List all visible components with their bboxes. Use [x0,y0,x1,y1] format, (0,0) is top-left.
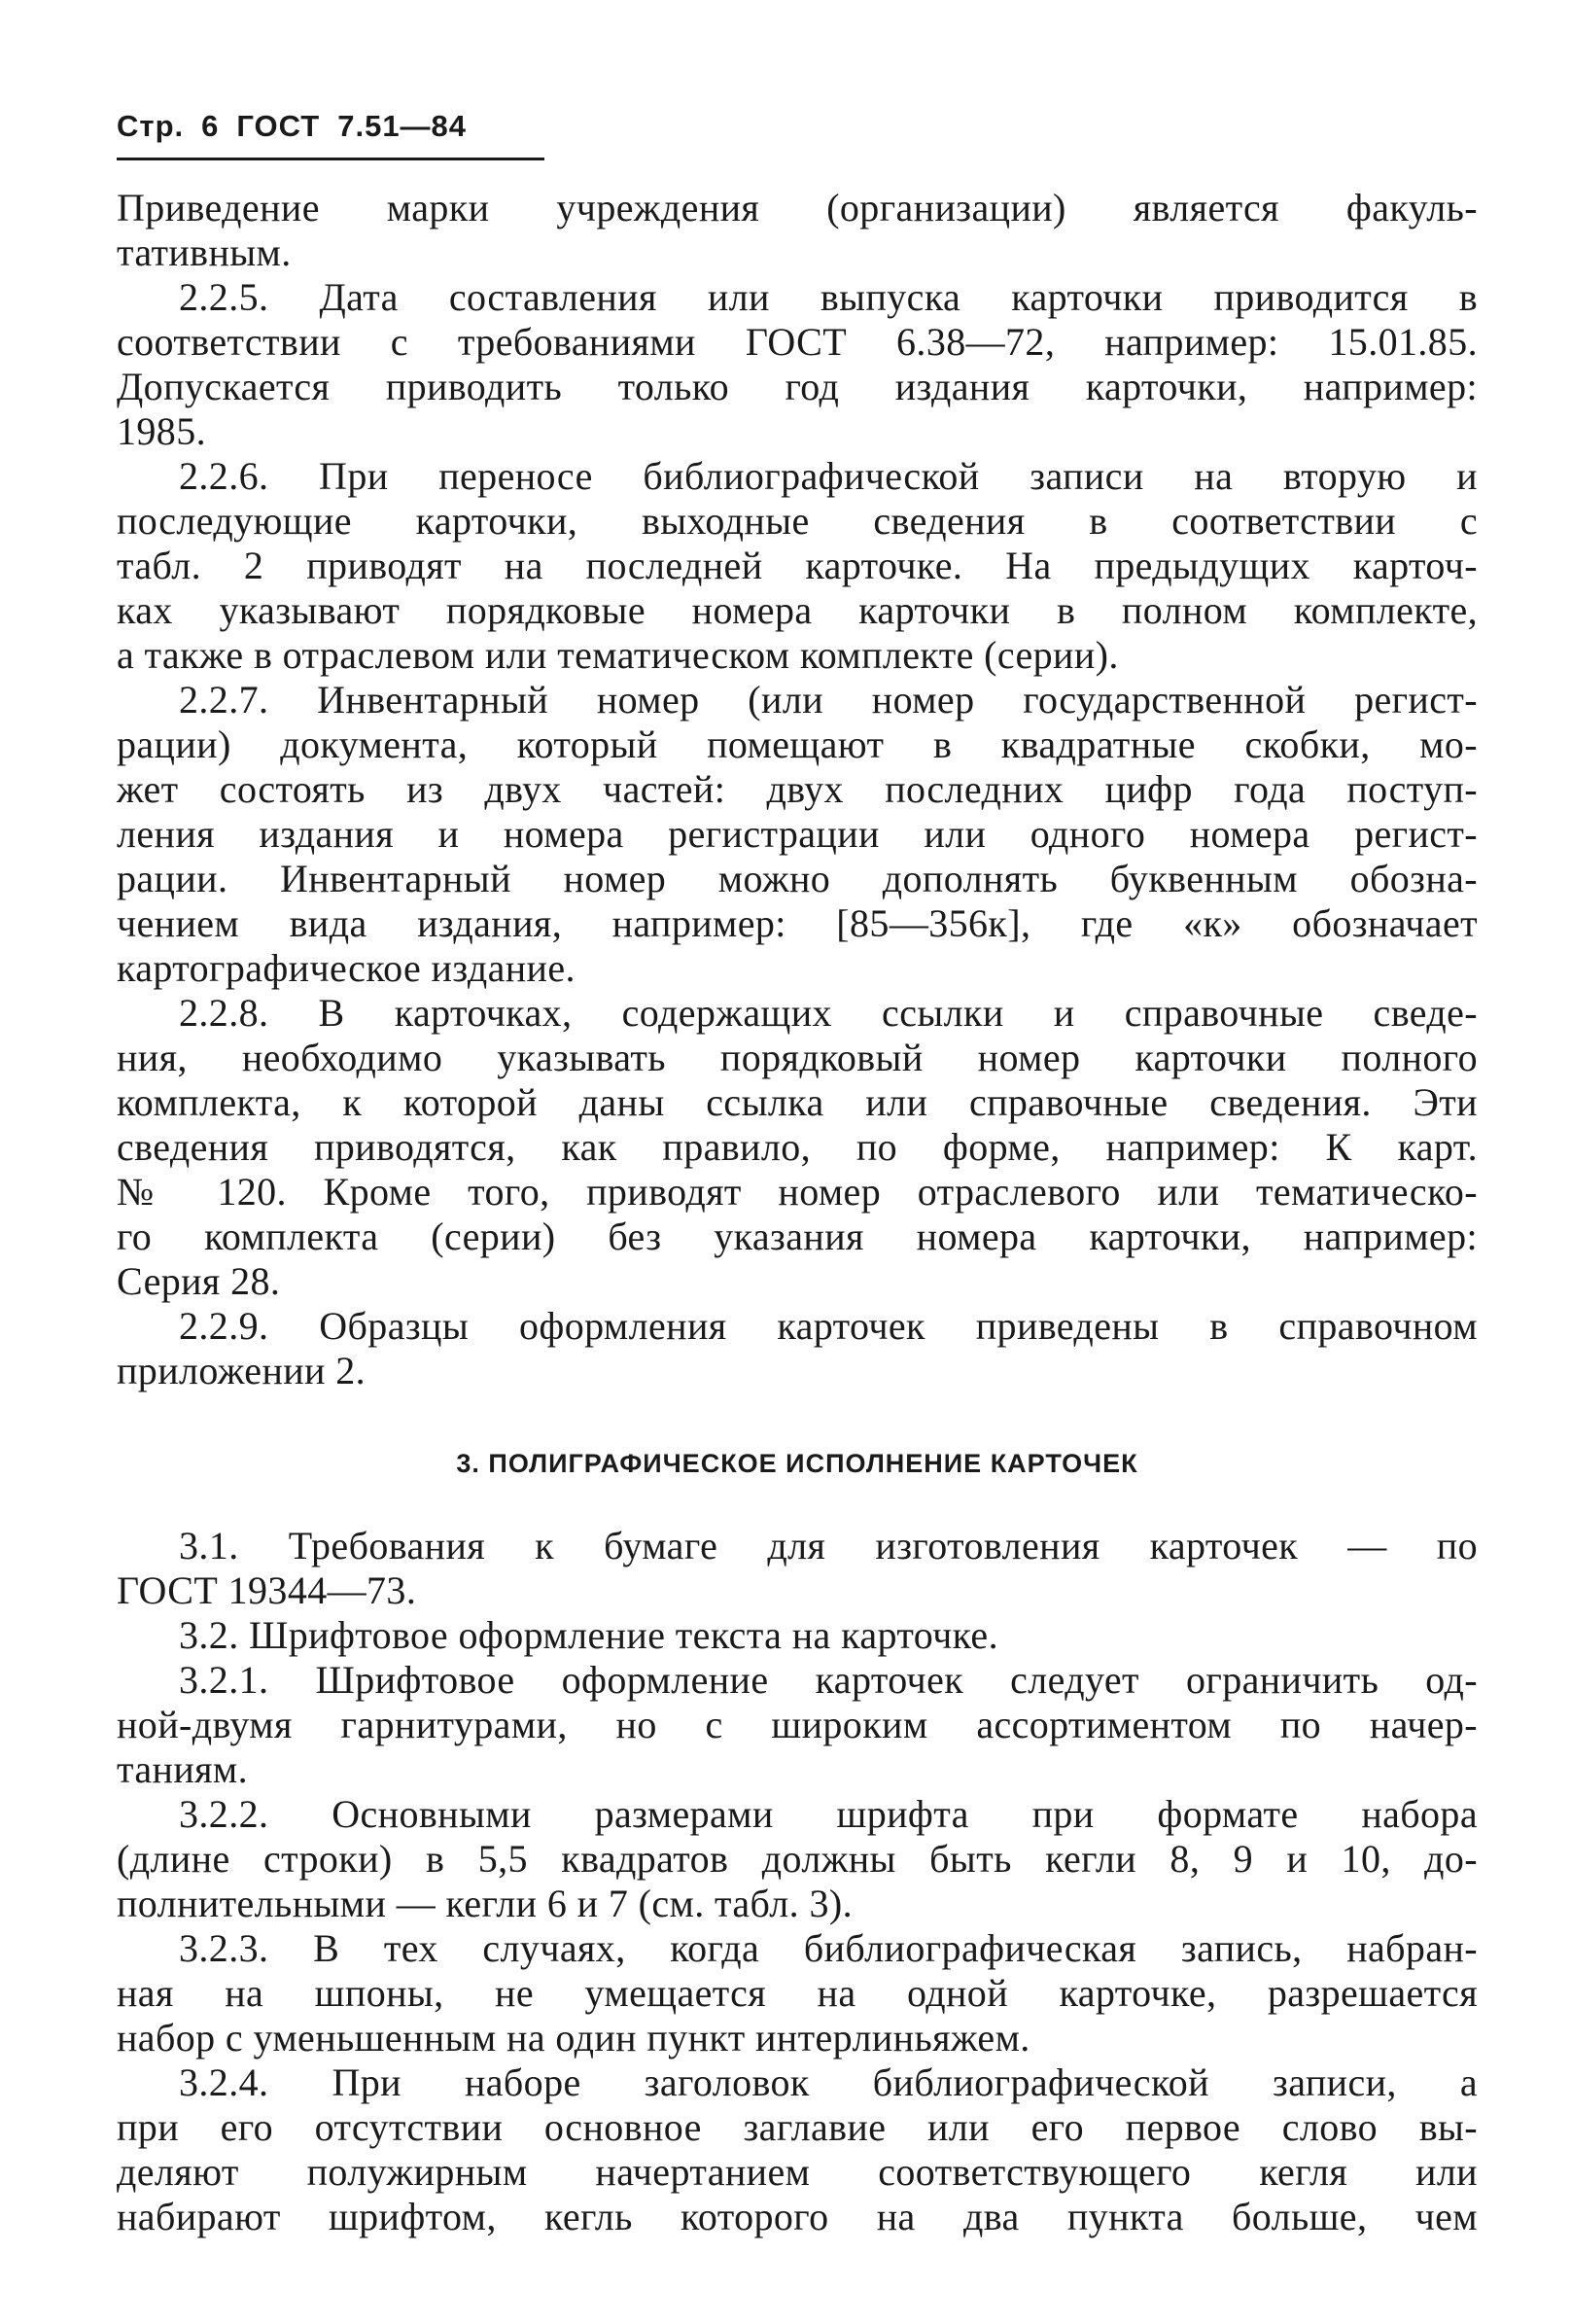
paragraph-3-1 [117,1524,1478,1613]
text-line: (длине строки) в 5,5 квадратов должны быть кегли 8, 9 и 10, до- [117,1837,1478,1881]
section-heading: 3. ПОЛИГРАФИЧЕСКОЕ ИСПОЛНЕНИЕ КАРТОЧЕК [456,1449,1138,1478]
text-line: 2.2.6. При переносе библиографической записи на вторую и [179,454,1478,498]
text-line: 3.2.4. При наборе заголовок библиографической записи, а [179,2060,1478,2104]
page-number: 6 [201,109,220,143]
standard-label: ГОСТ [236,109,321,143]
paragraphs-part-2 [117,186,1478,1393]
running-header [117,109,544,160]
standard-number: 7.51—84 [337,109,468,143]
text-line: рации. Инвентарный номер можно дополнять буквенным обозна- [117,857,1478,900]
paragraph-intro [117,186,1478,275]
text-line: комплекта, к которой даны ссылка или справочные сведения. Эти [117,1080,1478,1124]
text-line: ния, необходимо указывать порядковый номер карточки полного [117,1036,1478,1079]
paragraph-2-2-6 [117,454,1478,678]
paragraph-3-2 [117,1613,1478,1658]
paragraph-2-2-9 [117,1304,1478,1393]
text-line: ления издания и номера регистрации или одного номера регист- [117,812,1478,856]
text-line: № 120. Кроме того, приводят номер отраслевого или тематическо- [117,1170,1478,1214]
text-line: го комплекта (серии) без указания номера карточки, например: [117,1215,1478,1258]
text-line: ной-двумя гарнитурами, но с широким ассортиментом по начер- [117,1703,1478,1746]
text-line: а также в отраслевом или тематическом комплекте (серии). [117,633,1119,677]
text-line: 2.2.7. Инвентарный номер (или номер государственной регист- [179,678,1478,722]
paragraph-3-2-1 [117,1658,1478,1792]
text-line: ках указывают порядковые номера карточки в полном комплекте, [117,588,1478,632]
paragraph-2-2-5 [117,275,1478,454]
text-line: таниям. [117,1747,249,1791]
text-line: жет состоять из двух частей: двух последних цифр года поступ- [117,767,1478,811]
text-line: набор с уменьшенным на один пункт интерлиньяжем. [117,2016,1030,2060]
paragraphs-part-3 [117,1524,1478,2239]
paragraph-3-2-2 [117,1792,1478,1926]
text-line: Серия 28. [117,1259,281,1303]
text-line: рации) документа, который помещают в квадратные скобки, мо- [117,722,1478,766]
text-line: сведения приводятся, как правило, по форме, например: К карт. [117,1125,1478,1169]
body-text [117,186,1478,2239]
text-line: последующие карточки, выходные сведения в соответствии с [117,499,1478,543]
text-line: ная на шпоны, не умещается на одной карточке, разрешается [117,1971,1478,2015]
paragraph-3-2-4 [117,2060,1478,2239]
text-line: 2.2.5. Дата составления или выпуска карточки приводится в [179,275,1478,319]
text-line: Приведение марки учреждения (организации) является факуль- [117,186,1478,229]
text-line: 2.2.9. Образцы оформления карточек приведены в справочном [179,1304,1478,1348]
text-line: тативным. [117,230,292,274]
paragraph-3-2-3 [117,1926,1478,2060]
text-line: картографическое издание. [117,946,576,990]
text-line: набирают шрифтом, кегль которого на два пункта больше, чем [117,2195,1478,2238]
text-line: чением вида издания, например: [85—356к], где «к» обозначает [117,901,1478,945]
text-line: 3.2.2. Основными размерами шрифта при формате набора [179,1792,1478,1836]
text-line: деляют полужирным начертанием соответствующего кегля или [117,2150,1478,2194]
text-line: 2.2.8. В карточках, содержащих ссылки и справочные сведе- [179,991,1478,1035]
text-line: полнительными — кегли 6 и 7 (см. табл. 3). [117,1882,853,1925]
text-line: табл. 2 приводят на последней карточке. На предыдущих карточ- [117,544,1478,587]
text-line: 1985. [117,409,206,453]
paragraph-2-2-8 [117,991,1478,1304]
text-line: соответствии с требованиями ГОСТ 6.38—72, например: 15.01.85. [117,320,1478,364]
text-line: 3.2.1. Шрифтовое оформление карточек следует ограничить од- [179,1658,1478,1702]
text-line: 3.2.3. В тех случаях, когда библиографическая запись, набран- [179,1926,1478,1970]
text-line: 3.2. Шрифтовое оформление текста на карточке. [179,1613,998,1657]
document-page [117,109,1478,2239]
text-line: Допускается приводить только год издания карточки, например: [117,365,1478,408]
text-line: 3.1. Требования к бумаге для изготовления карточек — по [179,1524,1478,1567]
text-line: ГОСТ 19344—73. [117,1568,417,1612]
text-line: приложении 2. [117,1349,367,1392]
text-line: при его отсутствии основное заглавие или его первое слово вы- [117,2105,1478,2149]
page-label: Стр. [117,109,185,143]
paragraph-2-2-7 [117,678,1478,991]
